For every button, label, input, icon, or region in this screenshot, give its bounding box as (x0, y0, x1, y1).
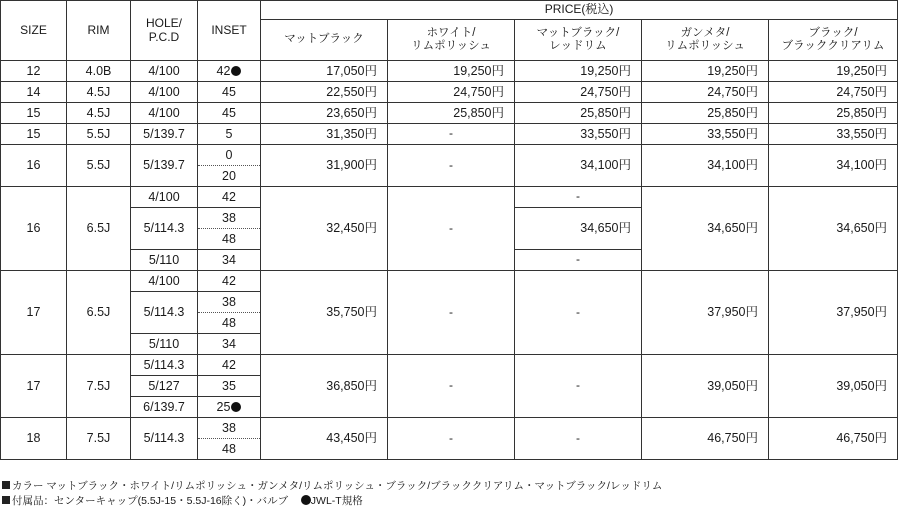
table-row (1, 61, 898, 82)
rim-cell: 4.5J (67, 103, 131, 124)
price-cell: 33,550円 (515, 124, 642, 145)
inset-cell: 35 (198, 376, 261, 397)
price-cell: 34,650円 (642, 187, 769, 271)
price-cell: 39,050円 (642, 355, 769, 418)
price-cell: 25,850円 (388, 103, 515, 124)
pcd-cell: 4/100 (131, 82, 198, 103)
header-color-matte-black-red-rim: マットブラック/ レッドリム (515, 20, 642, 61)
pcd-cell: 6/139.7 (131, 397, 198, 418)
price-cell: 19,250円 (515, 61, 642, 82)
footnotes (2, 479, 662, 508)
price-cell: 31,900円 (261, 145, 388, 187)
rim-cell: 4.5J (67, 82, 131, 103)
rim-cell: 6.5J (67, 187, 131, 271)
pcd-cell: 5/114.3 (131, 292, 198, 334)
size-cell: 17 (1, 271, 67, 355)
price-cell: 37,950円 (769, 271, 898, 355)
pcd-cell: 4/100 (131, 271, 198, 292)
inset-cell: 42 (198, 61, 261, 82)
jwl-note: JWL-T規格 (310, 494, 363, 507)
pcd-cell: 5/114.3 (131, 208, 198, 250)
price-cell: - (388, 187, 515, 271)
pcd-cell: 5/114.3 (131, 418, 198, 460)
price-cell: 34,100円 (515, 145, 642, 187)
inset-cell: 48 (198, 313, 261, 334)
size-cell: 16 (1, 145, 67, 187)
inset-cell: 45 (198, 82, 261, 103)
rim-cell: 7.5J (67, 418, 131, 460)
inset-cell: 48 (198, 439, 261, 460)
inset-cell: 45 (198, 103, 261, 124)
price-cell: 24,750円 (769, 82, 898, 103)
table-row (1, 103, 898, 124)
inset-cell: 34 (198, 250, 261, 271)
price-cell: 24,750円 (388, 82, 515, 103)
pcd-cell: 4/100 (131, 187, 198, 208)
size-cell: 15 (1, 124, 67, 145)
price-cell: - (388, 355, 515, 418)
header-price: PRICE(税込) (261, 1, 898, 20)
pcd-cell: 4/100 (131, 61, 198, 82)
table-row (1, 145, 898, 166)
price-cell: 31,350円 (261, 124, 388, 145)
price-cell: 24,750円 (515, 82, 642, 103)
price-cell: 46,750円 (642, 418, 769, 460)
price-cell: 24,750円 (642, 82, 769, 103)
price-cell: 19,250円 (769, 61, 898, 82)
pcd-cell: 5/110 (131, 334, 198, 355)
table-row (1, 271, 898, 292)
rim-cell: 6.5J (67, 271, 131, 355)
rim-cell: 5.5J (67, 145, 131, 187)
price-cell: 19,250円 (388, 61, 515, 82)
square-bullet-icon (2, 496, 10, 504)
header-color-black-clear-rim: ブラック/ ブラッククリアリム (769, 20, 898, 61)
inset-cell: 25 (198, 397, 261, 418)
table-row (1, 124, 898, 145)
header-hole-pcd (131, 1, 198, 61)
price-cell: 25,850円 (515, 103, 642, 124)
header-inset: INSET (198, 1, 261, 61)
inset-cell: 42 (198, 271, 261, 292)
inset-cell: 20 (198, 166, 261, 187)
price-cell: 46,750円 (769, 418, 898, 460)
size-cell: 18 (1, 418, 67, 460)
price-cell: - (515, 187, 642, 208)
price-cell: 35,750円 (261, 271, 388, 355)
size-cell: 14 (1, 82, 67, 103)
price-cell: 34,650円 (769, 187, 898, 271)
header-color-matte-black: マットブラック (261, 20, 388, 61)
pcd-cell: 5/139.7 (131, 145, 198, 187)
jwl-t-dot-icon (301, 495, 311, 505)
price-cell: - (388, 145, 515, 187)
price-cell: 25,850円 (642, 103, 769, 124)
price-cell: - (388, 271, 515, 355)
price-cell: 19,250円 (642, 61, 769, 82)
size-cell: 15 (1, 103, 67, 124)
table-row (1, 82, 898, 103)
pcd-cell: 5/139.7 (131, 124, 198, 145)
price-cell: - (515, 355, 642, 418)
rim-cell: 5.5J (67, 124, 131, 145)
header-rim: RIM (67, 1, 131, 61)
inset-cell: 48 (198, 229, 261, 250)
pcd-cell: 5/110 (131, 250, 198, 271)
price-cell: - (515, 418, 642, 460)
price-cell: 34,100円 (642, 145, 769, 187)
price-cell: 33,550円 (769, 124, 898, 145)
price-cell: 36,850円 (261, 355, 388, 418)
inset-cell: 42 (198, 187, 261, 208)
inset-cell: 38 (198, 208, 261, 229)
price-cell: - (388, 124, 515, 145)
price-cell: 25,850円 (769, 103, 898, 124)
price-cell: 34,650円 (515, 208, 642, 250)
inset-cell: 38 (198, 292, 261, 313)
pcd-cell: 5/114.3 (131, 355, 198, 376)
pcd-cell: 4/100 (131, 103, 198, 124)
price-cell: - (515, 271, 642, 355)
jwl-t-dot-icon (231, 402, 241, 412)
price-cell: 23,650円 (261, 103, 388, 124)
table-row (1, 187, 898, 208)
price-cell: 32,450円 (261, 187, 388, 271)
inset-cell: 38 (198, 418, 261, 439)
price-cell: 34,100円 (769, 145, 898, 187)
rim-cell: 4.0B (67, 61, 131, 82)
table-row (1, 418, 898, 439)
price-cell: 43,450円 (261, 418, 388, 460)
price-cell: 22,550円 (261, 82, 388, 103)
pcd-cell: 5/127 (131, 376, 198, 397)
header-color-white-rim-polish: ホワイト/ リムポリッシュ (388, 20, 515, 61)
price-cell: 33,550円 (642, 124, 769, 145)
inset-cell: 5 (198, 124, 261, 145)
price-cell: 39,050円 (769, 355, 898, 418)
accessories-note: 付属品：センターキャップ(5.5J-15・5.5J-16除く)・バルブ JWL-T規格 (2, 494, 662, 509)
header-hole-line2: P.C.D (148, 29, 180, 44)
jwl-t-dot-icon (231, 66, 241, 76)
color-note: カラー マットブラック・ホワイト/リムポリッシュ・ガンメタ/リムポリッシュ・ブラック/ブラッククリアリム・マットブラック/レッドリム (2, 479, 662, 494)
price-cell: - (388, 418, 515, 460)
square-bullet-icon (2, 481, 10, 489)
price-cell: - (515, 250, 642, 271)
size-cell: 16 (1, 187, 67, 271)
header-color-gunmetal-rim-polish: ガンメタ/ リムポリッシュ (642, 20, 769, 61)
inset-cell: 34 (198, 334, 261, 355)
inset-cell: 0 (198, 145, 261, 166)
rim-cell: 7.5J (67, 355, 131, 418)
header-size: SIZE (1, 1, 67, 61)
table-row (1, 355, 898, 376)
price-cell: 17,050円 (261, 61, 388, 82)
price-cell: 37,950円 (642, 271, 769, 355)
header-hole-line1: HOLE/ (145, 15, 182, 30)
inset-cell: 42 (198, 355, 261, 376)
size-cell: 12 (1, 61, 67, 82)
size-cell: 17 (1, 355, 67, 418)
